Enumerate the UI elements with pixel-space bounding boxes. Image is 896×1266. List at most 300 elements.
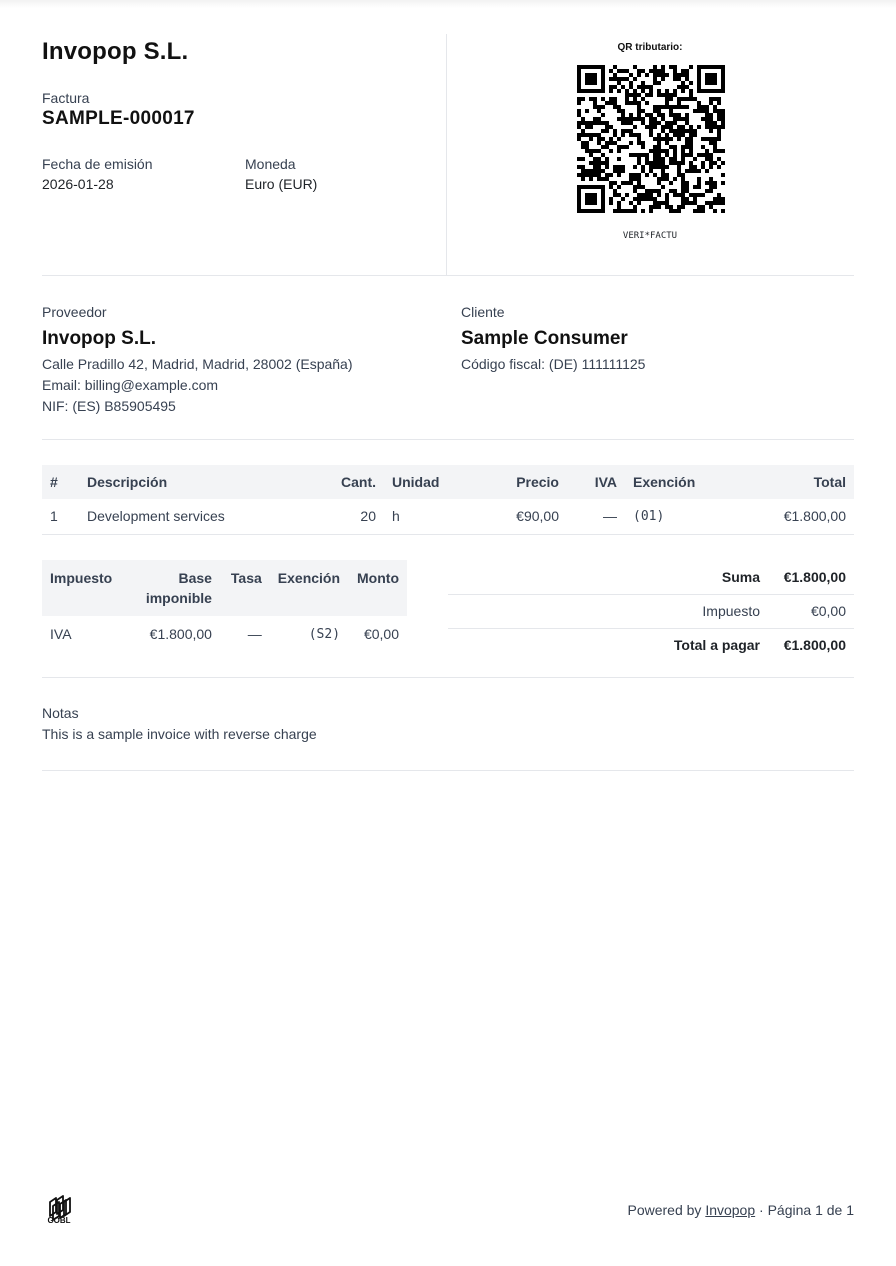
qr-module bbox=[661, 149, 665, 153]
qr-module bbox=[681, 129, 685, 133]
tax-col-header-base: Base imponible bbox=[124, 560, 220, 616]
tax-total-value: €0,00 bbox=[768, 594, 854, 628]
qr-module bbox=[589, 149, 593, 153]
qr-module bbox=[577, 157, 581, 161]
qr-module bbox=[577, 137, 581, 141]
qr-module bbox=[705, 181, 709, 185]
qr-module bbox=[581, 177, 585, 181]
supplier-name: Invopop S.L. bbox=[42, 328, 156, 349]
qr-module bbox=[617, 193, 621, 197]
qr-module bbox=[605, 121, 609, 125]
qr-module bbox=[657, 157, 661, 161]
qr-module bbox=[653, 117, 657, 121]
qr-module bbox=[721, 209, 725, 213]
qr-module bbox=[653, 121, 657, 125]
qr-module bbox=[665, 101, 669, 105]
qr-module bbox=[601, 77, 605, 81]
qr-module bbox=[605, 129, 609, 133]
qr-module bbox=[681, 105, 685, 109]
qr-module bbox=[657, 145, 661, 149]
qr-module bbox=[585, 209, 589, 213]
qr-module bbox=[605, 145, 609, 149]
qr-module bbox=[605, 141, 609, 145]
qr-module bbox=[721, 85, 725, 89]
qr-module bbox=[617, 109, 621, 113]
qr-module bbox=[617, 145, 621, 149]
qr-module bbox=[689, 65, 693, 69]
qr-module bbox=[641, 193, 645, 197]
qr-module bbox=[673, 189, 677, 193]
qr-module bbox=[589, 125, 593, 129]
qr-module bbox=[617, 77, 621, 81]
qr-module bbox=[617, 69, 621, 73]
qr-module bbox=[709, 65, 713, 69]
qr-module bbox=[633, 65, 637, 69]
qr-module bbox=[669, 121, 673, 125]
qr-module bbox=[685, 153, 689, 157]
qr-module bbox=[617, 157, 621, 161]
line-total: €1.800,00 bbox=[725, 499, 854, 534]
qr-module bbox=[589, 185, 593, 189]
qr-module bbox=[717, 113, 721, 117]
lines-table bbox=[42, 465, 854, 535]
qr-module bbox=[717, 137, 721, 141]
qr-module bbox=[681, 161, 685, 165]
qr-module bbox=[697, 105, 701, 109]
qr-module bbox=[721, 113, 725, 117]
qr-module bbox=[657, 201, 661, 205]
qr-module bbox=[685, 189, 689, 193]
qr-module bbox=[593, 65, 597, 69]
issue-date-label: Fecha de emisión bbox=[42, 156, 153, 172]
qr-module bbox=[605, 161, 609, 165]
qr-module bbox=[653, 81, 657, 85]
qr-module bbox=[601, 185, 605, 189]
qr-module bbox=[673, 193, 677, 197]
qr-module bbox=[661, 125, 665, 129]
qr-module bbox=[597, 137, 601, 141]
tax-col-header-rate: Tasa bbox=[220, 560, 270, 616]
tax-header-row bbox=[42, 560, 407, 616]
qr-module bbox=[577, 125, 581, 129]
qr-module bbox=[633, 205, 637, 209]
qr-module bbox=[649, 129, 653, 133]
qr-module bbox=[705, 65, 709, 69]
qr-module bbox=[577, 89, 581, 93]
tax-name: IVA bbox=[50, 626, 72, 642]
qr-module bbox=[661, 77, 665, 81]
qr-module bbox=[717, 65, 721, 69]
qr-module bbox=[673, 65, 677, 69]
qr-module bbox=[681, 145, 685, 149]
qr-module bbox=[593, 193, 597, 197]
qr-module bbox=[609, 149, 613, 153]
qr-module bbox=[701, 165, 705, 169]
qr-module bbox=[597, 185, 601, 189]
qr-module bbox=[597, 105, 601, 109]
qr-module bbox=[585, 149, 589, 153]
table-row bbox=[42, 499, 854, 534]
qr-module bbox=[721, 65, 725, 69]
qr-module bbox=[649, 193, 653, 197]
qr-module bbox=[621, 113, 625, 117]
qr-module bbox=[685, 137, 689, 141]
qr-module bbox=[677, 117, 681, 121]
qr-module bbox=[617, 209, 621, 213]
qr-module bbox=[677, 125, 681, 129]
qr-module bbox=[629, 85, 633, 89]
qr-module bbox=[681, 205, 685, 209]
qr-module bbox=[669, 105, 673, 109]
qr-module bbox=[649, 161, 653, 165]
qr-module bbox=[685, 197, 689, 201]
qr-module bbox=[693, 169, 697, 173]
qr-module bbox=[601, 189, 605, 193]
qr-module bbox=[685, 129, 689, 133]
qr-module bbox=[721, 81, 725, 85]
qr-module bbox=[593, 101, 597, 105]
qr-module bbox=[589, 197, 593, 201]
qr-module bbox=[709, 165, 713, 169]
qr-module bbox=[705, 157, 709, 161]
qr-module bbox=[705, 149, 709, 153]
qr-module bbox=[625, 145, 629, 149]
qr-module bbox=[697, 69, 701, 73]
qr-module bbox=[597, 173, 601, 177]
qr-module bbox=[649, 149, 653, 153]
qr-module bbox=[709, 201, 713, 205]
qr-module bbox=[593, 201, 597, 205]
qr-module bbox=[721, 89, 725, 93]
qr-module bbox=[629, 129, 633, 133]
qr-module bbox=[713, 125, 717, 129]
qr-module bbox=[621, 77, 625, 81]
qr-module bbox=[641, 145, 645, 149]
qr-module bbox=[637, 105, 641, 109]
totals-table bbox=[448, 560, 854, 662]
qr-module bbox=[617, 173, 621, 177]
qr-module bbox=[713, 89, 717, 93]
qr-module bbox=[629, 73, 633, 77]
qr-module bbox=[717, 129, 721, 133]
qr-module bbox=[713, 197, 717, 201]
qr-module bbox=[717, 149, 721, 153]
qr-module bbox=[645, 93, 649, 97]
qr-module bbox=[609, 89, 613, 93]
sum-value: €1.800,00 bbox=[768, 560, 854, 594]
qr-module bbox=[629, 121, 633, 125]
qr-module bbox=[629, 209, 633, 213]
qr-module bbox=[629, 113, 633, 117]
line-vat: — bbox=[567, 499, 625, 534]
qr-module bbox=[701, 205, 705, 209]
qr-module bbox=[689, 161, 693, 165]
qr-module bbox=[617, 137, 621, 141]
qr-module bbox=[645, 161, 649, 165]
invoice-page bbox=[42, 0, 854, 1266]
qr-module bbox=[649, 165, 653, 169]
document-type: Factura bbox=[42, 90, 90, 106]
qr-module bbox=[661, 165, 665, 169]
qr-module bbox=[621, 197, 625, 201]
qr-module bbox=[685, 77, 689, 81]
qr-module bbox=[709, 205, 713, 209]
line-price: €90,00 bbox=[459, 499, 567, 534]
qr-module bbox=[633, 101, 637, 105]
qr-module bbox=[705, 73, 709, 77]
qr-module bbox=[705, 121, 709, 125]
qr-module bbox=[581, 133, 585, 137]
qr-module bbox=[625, 101, 629, 105]
qr-module bbox=[669, 181, 673, 185]
qr-module bbox=[633, 177, 637, 181]
currency-value: Euro (EUR) bbox=[245, 176, 318, 192]
qr-module bbox=[593, 161, 597, 165]
qr-module bbox=[685, 117, 689, 121]
qr-module bbox=[577, 173, 581, 177]
qr-module bbox=[601, 193, 605, 197]
qr-module bbox=[593, 173, 597, 177]
qr-module bbox=[629, 181, 633, 185]
qr-module bbox=[601, 105, 605, 109]
qr-module bbox=[597, 169, 601, 173]
qr-module bbox=[657, 141, 661, 145]
qr-module bbox=[665, 149, 669, 153]
qr-module bbox=[669, 65, 673, 69]
qr-module bbox=[637, 153, 641, 157]
qr-module bbox=[713, 65, 717, 69]
qr-module bbox=[589, 133, 593, 137]
qr-module bbox=[661, 65, 665, 69]
qr-module bbox=[697, 205, 701, 209]
qr-module bbox=[637, 69, 641, 73]
qr-module bbox=[597, 141, 601, 145]
qr-module bbox=[645, 85, 649, 89]
qr-module bbox=[593, 157, 597, 161]
qr-module bbox=[673, 69, 677, 73]
qr-module bbox=[709, 181, 713, 185]
invopop-link[interactable]: Invopop bbox=[705, 1202, 756, 1218]
qr-module bbox=[589, 77, 593, 81]
qr-module bbox=[677, 101, 681, 105]
qr-module bbox=[577, 77, 581, 81]
qr-module bbox=[581, 141, 585, 145]
qr-module bbox=[673, 161, 677, 165]
qr-module bbox=[681, 133, 685, 137]
qr-module bbox=[617, 105, 621, 109]
qr-module bbox=[593, 133, 597, 137]
qr-module bbox=[621, 129, 625, 133]
qr-module bbox=[597, 121, 601, 125]
qr-module bbox=[601, 153, 605, 157]
supplier-address: Calle Pradillo 42, Madrid, Madrid, 28002 (España) bbox=[42, 356, 353, 372]
qr-module bbox=[585, 109, 589, 113]
qr-module bbox=[601, 121, 605, 125]
sum-label: Suma bbox=[448, 560, 768, 594]
qr-module bbox=[613, 209, 617, 213]
qr-module bbox=[677, 133, 681, 137]
qr-module bbox=[701, 89, 705, 93]
qr-module bbox=[681, 173, 685, 177]
qr-module bbox=[637, 161, 641, 165]
qr-module bbox=[673, 93, 677, 97]
qr-module bbox=[633, 93, 637, 97]
qr-module bbox=[593, 81, 597, 85]
qr-module bbox=[669, 129, 673, 133]
qr-module bbox=[657, 93, 661, 97]
qr-module bbox=[625, 129, 629, 133]
qr-module bbox=[629, 177, 633, 181]
qr-module bbox=[661, 177, 665, 181]
qr-module bbox=[633, 89, 637, 93]
qr-module bbox=[721, 181, 725, 185]
qr-module bbox=[701, 109, 705, 113]
qr-module bbox=[697, 125, 701, 129]
qr-module bbox=[601, 169, 605, 173]
qr-module bbox=[601, 81, 605, 85]
qr-module bbox=[709, 137, 713, 141]
qr-module bbox=[613, 189, 617, 193]
qr-module bbox=[721, 125, 725, 129]
qr-module bbox=[705, 105, 709, 109]
qr-module bbox=[601, 197, 605, 201]
qr-module bbox=[681, 185, 685, 189]
qr-module bbox=[681, 189, 685, 193]
qr-module bbox=[613, 141, 617, 145]
qr-module bbox=[577, 185, 581, 189]
qr-module bbox=[645, 173, 649, 177]
qr-module bbox=[705, 169, 709, 173]
qr-module bbox=[589, 121, 593, 125]
qr-module bbox=[577, 193, 581, 197]
qr-module bbox=[633, 133, 637, 137]
qr-module bbox=[577, 205, 581, 209]
qr-module bbox=[641, 141, 645, 145]
gobl-logo-text: GOBL bbox=[47, 1216, 71, 1225]
qr-module bbox=[605, 101, 609, 105]
qr-module bbox=[709, 177, 713, 181]
qr-module bbox=[597, 149, 601, 153]
qr-module bbox=[681, 157, 685, 161]
qr-module bbox=[717, 201, 721, 205]
qr-module bbox=[593, 197, 597, 201]
qr-module bbox=[657, 133, 661, 137]
qr-module bbox=[697, 153, 701, 157]
col-header-total: Total bbox=[725, 465, 854, 499]
col-header-price: Precio bbox=[459, 465, 567, 499]
qr-module bbox=[645, 125, 649, 129]
footer-text bbox=[627, 1202, 854, 1218]
qr-module bbox=[665, 125, 669, 129]
qr-module bbox=[653, 145, 657, 149]
notes-label: Notas bbox=[42, 705, 79, 721]
qr-module bbox=[705, 81, 709, 85]
qr-module bbox=[685, 69, 689, 73]
qr-module bbox=[637, 85, 641, 89]
qr-module bbox=[585, 133, 589, 137]
qr-module bbox=[629, 81, 633, 85]
qr-module bbox=[601, 129, 605, 133]
qr-module bbox=[669, 93, 673, 97]
qr-module bbox=[681, 81, 685, 85]
qr-module bbox=[709, 101, 713, 105]
qr-module bbox=[641, 97, 645, 101]
qr-module bbox=[669, 109, 673, 113]
qr-module bbox=[717, 125, 721, 129]
qr-module bbox=[693, 185, 697, 189]
qr-module bbox=[585, 193, 589, 197]
qr-module bbox=[657, 165, 661, 169]
qr-module bbox=[597, 133, 601, 137]
qr-module bbox=[641, 109, 645, 113]
qr-module bbox=[653, 153, 657, 157]
header-info bbox=[42, 34, 447, 275]
qr-module bbox=[653, 65, 657, 69]
qr-module bbox=[593, 169, 597, 173]
qr-module bbox=[613, 77, 617, 81]
qr-module bbox=[585, 173, 589, 177]
qr-module bbox=[669, 209, 673, 213]
qr-module bbox=[581, 97, 585, 101]
col-header-unit: Unidad bbox=[384, 465, 459, 499]
company-name: Invopop S.L. bbox=[42, 38, 189, 65]
qr-caption: VERI*FACTU bbox=[622, 231, 678, 241]
qr-module bbox=[577, 97, 581, 101]
qr-module bbox=[673, 157, 677, 161]
qr-module bbox=[669, 97, 673, 101]
qr-module bbox=[597, 109, 601, 113]
qr-module bbox=[665, 205, 669, 209]
qr-module bbox=[697, 81, 701, 85]
qr-module bbox=[657, 121, 661, 125]
qr-module bbox=[649, 117, 653, 121]
qr-module bbox=[593, 165, 597, 169]
customer-tax-id: Código fiscal: (DE) 111111125 bbox=[461, 356, 646, 372]
qr-module bbox=[681, 153, 685, 157]
qr-module bbox=[677, 165, 681, 169]
qr-module bbox=[649, 197, 653, 201]
qr-module bbox=[613, 129, 617, 133]
qr-module bbox=[613, 165, 617, 169]
qr-module bbox=[709, 117, 713, 121]
qr-module bbox=[689, 133, 693, 137]
qr-module bbox=[601, 85, 605, 89]
qr-module bbox=[661, 113, 665, 117]
qr-module bbox=[713, 77, 717, 81]
qr-module bbox=[701, 105, 705, 109]
qr-module bbox=[657, 193, 661, 197]
qr-module bbox=[657, 153, 661, 157]
qr-module bbox=[593, 185, 597, 189]
qr-module bbox=[661, 185, 665, 189]
qr-module bbox=[721, 121, 725, 125]
qr-module bbox=[589, 97, 593, 101]
qr-module bbox=[577, 201, 581, 205]
qr-module bbox=[685, 73, 689, 77]
qr-module bbox=[601, 113, 605, 117]
qr-module bbox=[665, 137, 669, 141]
qr-module bbox=[665, 141, 669, 145]
qr-module bbox=[717, 97, 721, 101]
totals-tax-row bbox=[448, 594, 854, 628]
line-num: 1 bbox=[42, 499, 79, 534]
qr-module bbox=[665, 177, 669, 181]
payable-value: €1.800,00 bbox=[783, 637, 846, 654]
qr-module bbox=[697, 209, 701, 213]
qr-module bbox=[613, 181, 617, 185]
qr-module bbox=[685, 141, 689, 145]
qr-module bbox=[605, 177, 609, 181]
